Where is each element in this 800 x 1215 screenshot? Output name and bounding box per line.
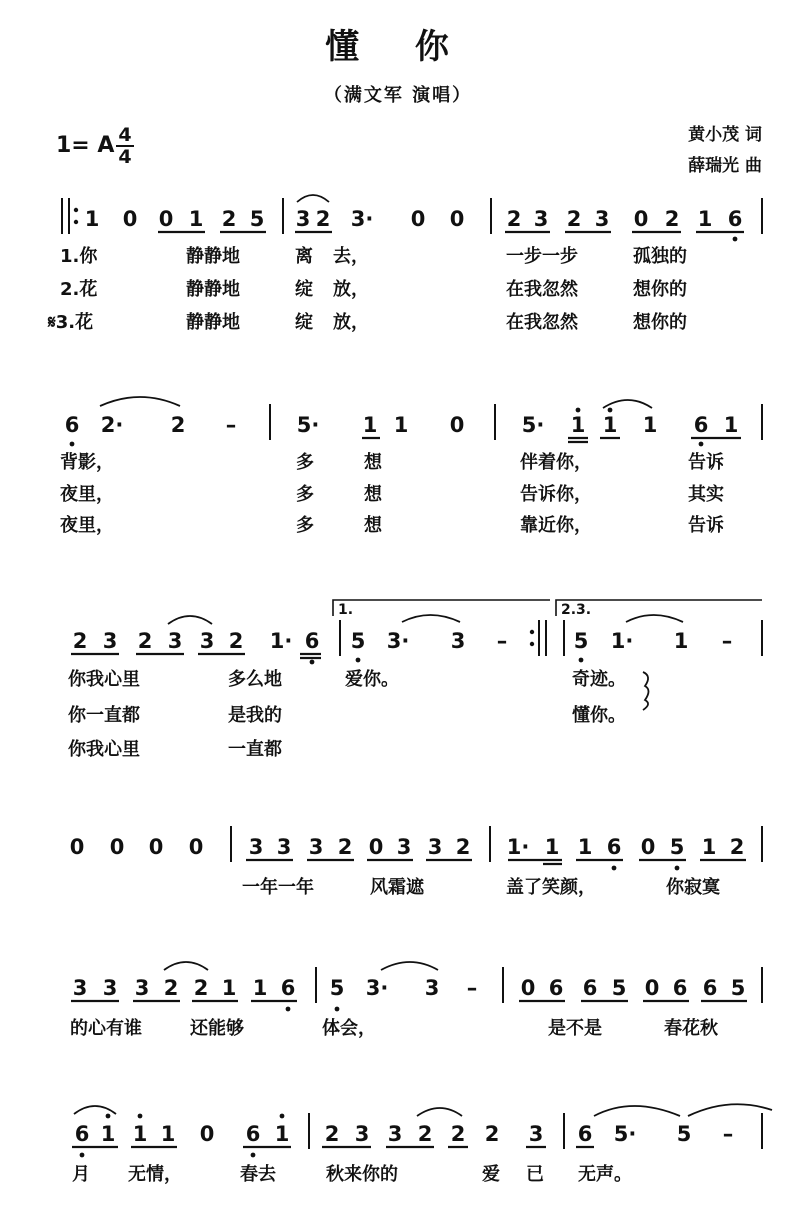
note: 2 bbox=[163, 976, 179, 1000]
note: 1 bbox=[697, 207, 713, 231]
note: 5 bbox=[573, 629, 589, 653]
note: 0 bbox=[449, 413, 465, 437]
note: 1 bbox=[577, 835, 593, 859]
note: 0 bbox=[633, 207, 649, 231]
lyric-verse: 无声。 bbox=[578, 1164, 632, 1185]
lyric-verse: 秋来你的 bbox=[326, 1164, 398, 1185]
lyric-verse: 爱 bbox=[482, 1164, 500, 1185]
note: 0 bbox=[199, 1122, 215, 1146]
note: 2 bbox=[450, 1122, 466, 1146]
note: 1 bbox=[221, 976, 237, 1000]
note: 3 bbox=[167, 629, 183, 653]
repeat-dot bbox=[530, 642, 534, 646]
note: 2 bbox=[417, 1122, 433, 1146]
lyric-verse: 的心有谁 bbox=[70, 1018, 142, 1039]
lyric-verse: 一年一年 bbox=[242, 877, 314, 898]
note: 1 bbox=[84, 207, 100, 231]
note: 3 bbox=[427, 835, 443, 859]
note: 5· bbox=[521, 413, 545, 437]
note: 5 bbox=[676, 1122, 692, 1146]
note: 5· bbox=[296, 413, 320, 437]
lyric-verse: 还能够 bbox=[190, 1018, 244, 1039]
lower-octave-dot bbox=[612, 866, 617, 871]
tie bbox=[100, 397, 180, 406]
lyric-verse-1: 伴着你， bbox=[520, 452, 592, 473]
lyric-verse-1: 孤独的 bbox=[633, 246, 687, 267]
lower-octave-dot bbox=[251, 1153, 256, 1158]
note: 6 bbox=[672, 976, 688, 1000]
note: 3 bbox=[354, 1122, 370, 1146]
note: 3 bbox=[308, 835, 324, 859]
note: 5 bbox=[611, 976, 627, 1000]
lyric-verse-3: 𝄋3.花 bbox=[48, 312, 94, 333]
system-4-lyrics bbox=[242, 876, 720, 898]
system-5-notes bbox=[73, 976, 746, 1000]
lyric-verse-1: 离 bbox=[295, 246, 313, 267]
note: 1 bbox=[252, 976, 268, 1000]
system-4 bbox=[70, 826, 762, 898]
lyric-verse-1: 去， bbox=[333, 246, 369, 267]
tie bbox=[626, 615, 683, 622]
lyric-verse-2: 在我忽然 bbox=[506, 279, 578, 300]
note: 1 bbox=[544, 835, 560, 859]
system-5-lyrics bbox=[70, 1017, 718, 1039]
note: 1 bbox=[132, 1122, 148, 1146]
lyric-verse-1: 奇迹。 bbox=[572, 669, 626, 690]
lyric-verse-3: 一直都 bbox=[228, 739, 282, 760]
lower-octave-dot bbox=[699, 442, 704, 447]
lyric-verse-2: 你一直都 bbox=[68, 705, 140, 726]
slur bbox=[74, 1106, 116, 1114]
lower-octave-dot bbox=[579, 658, 584, 663]
note: 6 bbox=[245, 1122, 261, 1146]
note: 5 bbox=[730, 976, 746, 1000]
slur bbox=[164, 962, 208, 970]
lyric-verse: 风霜遮 bbox=[370, 877, 424, 898]
note: 6 bbox=[74, 1122, 90, 1146]
lyric-verse-1: 背影， bbox=[60, 452, 114, 473]
note: 1 bbox=[642, 413, 658, 437]
system-4-notes bbox=[70, 835, 745, 859]
note: 1· bbox=[269, 629, 293, 653]
note: 0 bbox=[148, 835, 164, 859]
repeat-dot bbox=[74, 220, 78, 224]
note: 3 bbox=[199, 629, 215, 653]
note: 0 bbox=[109, 835, 125, 859]
note: 1 bbox=[723, 413, 739, 437]
note: – bbox=[496, 629, 508, 653]
lower-octave-dot bbox=[356, 658, 361, 663]
lyric-verse-1: 一步一步 bbox=[506, 246, 578, 267]
note: 3 bbox=[248, 835, 264, 859]
system-6-notes bbox=[75, 1122, 734, 1146]
note: 6 bbox=[727, 207, 743, 231]
note: 2 bbox=[664, 207, 680, 231]
note: 2 bbox=[170, 413, 186, 437]
lyric-verse-3: 想 bbox=[364, 515, 382, 536]
lyric-verse-1: 1.你 bbox=[60, 246, 98, 267]
note: 3 bbox=[528, 1122, 544, 1146]
lyric-verse-2: 夜里， bbox=[60, 484, 114, 505]
lyric-verse-1: 爱你。 bbox=[345, 669, 399, 690]
note: 1 bbox=[362, 413, 378, 437]
lyric-verse-2: 多 bbox=[296, 484, 314, 505]
lyric-verse: 是不是 bbox=[548, 1018, 602, 1039]
note: 3 bbox=[102, 629, 118, 653]
brace bbox=[643, 672, 649, 710]
lyric-verse-3: 你我心里 bbox=[68, 739, 140, 760]
slur bbox=[417, 1108, 462, 1116]
lyric-verse: 体会， bbox=[322, 1018, 376, 1039]
note: 1 bbox=[570, 413, 586, 437]
lyric-verse: 春去 bbox=[240, 1164, 276, 1185]
note: 0 bbox=[188, 835, 204, 859]
note: 2 bbox=[324, 1122, 340, 1146]
note: 5· bbox=[613, 1122, 637, 1146]
note: 2 bbox=[729, 835, 745, 859]
note: 6 bbox=[582, 976, 598, 1000]
note: 0 bbox=[520, 976, 536, 1000]
slur bbox=[168, 616, 212, 624]
slur bbox=[297, 195, 329, 202]
note: 1 bbox=[160, 1122, 176, 1146]
lyric-verse-3: 放， bbox=[333, 312, 369, 333]
lower-octave-dot bbox=[733, 237, 738, 242]
note: 5 bbox=[249, 207, 265, 231]
note: 0 bbox=[449, 207, 465, 231]
note: 2· bbox=[100, 413, 124, 437]
system-3 bbox=[68, 600, 762, 760]
note: 2 bbox=[337, 835, 353, 859]
system-6 bbox=[72, 1104, 772, 1185]
first-ending-label: 1. bbox=[338, 602, 354, 618]
note: – bbox=[721, 629, 733, 653]
note: – bbox=[225, 413, 237, 437]
system-1-lyrics bbox=[47, 245, 687, 333]
lyric-verse-1: 多 bbox=[296, 452, 314, 473]
upper-octave-dot bbox=[138, 1114, 143, 1119]
system-3-lyrics bbox=[68, 668, 626, 760]
lyric-verse-2: 想 bbox=[364, 484, 382, 505]
system-5 bbox=[70, 962, 762, 1039]
lyric-verse-3: 在我忽然 bbox=[506, 312, 578, 333]
note: 6 bbox=[606, 835, 622, 859]
system-1-notes bbox=[85, 207, 743, 231]
lyric-verse: 月 bbox=[72, 1164, 90, 1185]
note: 3 bbox=[276, 835, 292, 859]
note: 2 bbox=[455, 835, 471, 859]
note: 3 bbox=[594, 207, 610, 231]
lyric-verse-2: 想你的 bbox=[633, 279, 687, 300]
lyric-verse-1: 你我心里 bbox=[68, 669, 140, 690]
note: 0 bbox=[368, 835, 384, 859]
note: 1 bbox=[701, 835, 717, 859]
lower-octave-dot bbox=[80, 1153, 85, 1158]
tie bbox=[594, 1106, 680, 1116]
note: 1 bbox=[100, 1122, 116, 1146]
lyric-verse-1: 想 bbox=[364, 452, 382, 473]
note: 6 bbox=[548, 976, 564, 1000]
lyric-verse: 你寂寞 bbox=[666, 877, 720, 898]
note: 0 bbox=[122, 207, 138, 231]
lower-octave-dot bbox=[310, 660, 315, 665]
note: 3 bbox=[533, 207, 549, 231]
note: 2 bbox=[72, 629, 88, 653]
note: 6 bbox=[64, 413, 80, 437]
note: 0 bbox=[69, 835, 85, 859]
note: 6 bbox=[693, 413, 709, 437]
repeat-dot bbox=[74, 208, 78, 212]
system-2-lyrics bbox=[60, 451, 724, 536]
tie bbox=[603, 400, 652, 408]
note: 2 bbox=[193, 976, 209, 1000]
note: 3· bbox=[350, 207, 374, 231]
lyric-verse-1: 静静地 bbox=[186, 246, 240, 267]
note: 1· bbox=[610, 629, 634, 653]
note: 3 bbox=[450, 629, 466, 653]
note: 5 bbox=[329, 976, 345, 1000]
tie bbox=[381, 962, 438, 970]
lyric-verse-2: 2.花 bbox=[60, 279, 98, 300]
lower-octave-dot bbox=[675, 866, 680, 871]
note: 6 bbox=[702, 976, 718, 1000]
lyric-verse-2: 是我的 bbox=[228, 705, 282, 726]
note: 3· bbox=[386, 629, 410, 653]
lyric-verse-3: 靠近你， bbox=[520, 515, 592, 536]
note: 3 bbox=[396, 835, 412, 859]
note: 3 bbox=[72, 976, 88, 1000]
note: – bbox=[722, 1122, 734, 1146]
upper-octave-dot bbox=[576, 408, 581, 413]
note: – bbox=[466, 976, 478, 1000]
lyric-verse: 已 bbox=[526, 1164, 544, 1185]
note: 0 bbox=[644, 976, 660, 1000]
upper-octave-dot bbox=[608, 408, 613, 413]
lyric-verse-3: 绽 bbox=[295, 312, 313, 333]
system-3-notes bbox=[73, 629, 733, 653]
note: 2 bbox=[221, 207, 237, 231]
note: 3 bbox=[387, 1122, 403, 1146]
note: 2 bbox=[228, 629, 244, 653]
upper-octave-dot bbox=[106, 1114, 111, 1119]
note: 0 bbox=[410, 207, 426, 231]
note: 5 bbox=[350, 629, 366, 653]
lyric-verse-3: 告诉 bbox=[688, 515, 724, 536]
lyric-verse-1: 告诉 bbox=[688, 452, 724, 473]
note: 5 bbox=[669, 835, 685, 859]
lyric-verse-2: 懂你。 bbox=[572, 705, 626, 726]
note: 0 bbox=[158, 207, 174, 231]
note: 6 bbox=[304, 629, 320, 653]
lyric-verse-2: 其实 bbox=[688, 484, 724, 505]
lyric-verse-3: 夜里， bbox=[60, 515, 114, 536]
lyric-verse-3: 静静地 bbox=[186, 312, 240, 333]
note: 1· bbox=[506, 835, 530, 859]
note: 6 bbox=[577, 1122, 593, 1146]
composer-credit: 薛瑞光 曲 bbox=[688, 156, 762, 176]
lyric-verse-2: 静静地 bbox=[186, 279, 240, 300]
note: 1 bbox=[188, 207, 204, 231]
first-ending-bracket bbox=[333, 600, 550, 616]
note: 6 bbox=[280, 976, 296, 1000]
system-2-notes bbox=[65, 413, 739, 437]
lower-octave-dot bbox=[286, 1007, 291, 1012]
tie bbox=[402, 615, 460, 622]
lyric-verse-1: 多么地 bbox=[228, 669, 282, 690]
lyric-verse-3: 想你的 bbox=[633, 312, 687, 333]
song-title: 懂 你 bbox=[325, 27, 471, 67]
system-2 bbox=[60, 397, 762, 536]
lyric-verse-2: 绽 bbox=[295, 279, 313, 300]
time-signature-denominator: 4 bbox=[118, 146, 132, 168]
lyricist-credit: 黄小茂 词 bbox=[688, 125, 762, 145]
note: 2 bbox=[484, 1122, 500, 1146]
system-1 bbox=[47, 195, 762, 333]
note: 0 bbox=[640, 835, 656, 859]
note: 3 bbox=[424, 976, 440, 1000]
note: 2 bbox=[315, 207, 331, 231]
lyric-verse: 盖了笑颜， bbox=[506, 877, 596, 898]
lyric-verse: 春花秋 bbox=[664, 1018, 718, 1039]
note: 3 bbox=[102, 976, 118, 1000]
system-6-lyrics bbox=[72, 1163, 632, 1185]
lower-octave-dot bbox=[70, 442, 75, 447]
lyric-verse-3: 多 bbox=[296, 515, 314, 536]
lower-octave-dot bbox=[335, 1007, 340, 1012]
second-ending-label: 2.3. bbox=[561, 602, 592, 618]
note: 1 bbox=[274, 1122, 290, 1146]
note: 1 bbox=[393, 413, 409, 437]
note: 3· bbox=[365, 976, 389, 1000]
lyric-verse-2: 告诉你， bbox=[520, 484, 592, 505]
note: 2 bbox=[506, 207, 522, 231]
note: 1 bbox=[673, 629, 689, 653]
key-signature: 1= A bbox=[56, 133, 115, 158]
note: 2 bbox=[137, 629, 153, 653]
note: 1 bbox=[602, 413, 618, 437]
note: 3 bbox=[295, 207, 311, 231]
singer-credit: （满文军 演唱） bbox=[323, 85, 473, 106]
repeat-dot bbox=[530, 630, 534, 634]
note: 2 bbox=[566, 207, 582, 231]
upper-octave-dot bbox=[280, 1114, 285, 1119]
tie bbox=[688, 1104, 772, 1116]
lyric-verse-2: 放， bbox=[333, 279, 369, 300]
time-signature-numerator: 4 bbox=[118, 124, 132, 146]
note: 3 bbox=[134, 976, 150, 1000]
lyric-verse: 无情， bbox=[128, 1164, 182, 1185]
